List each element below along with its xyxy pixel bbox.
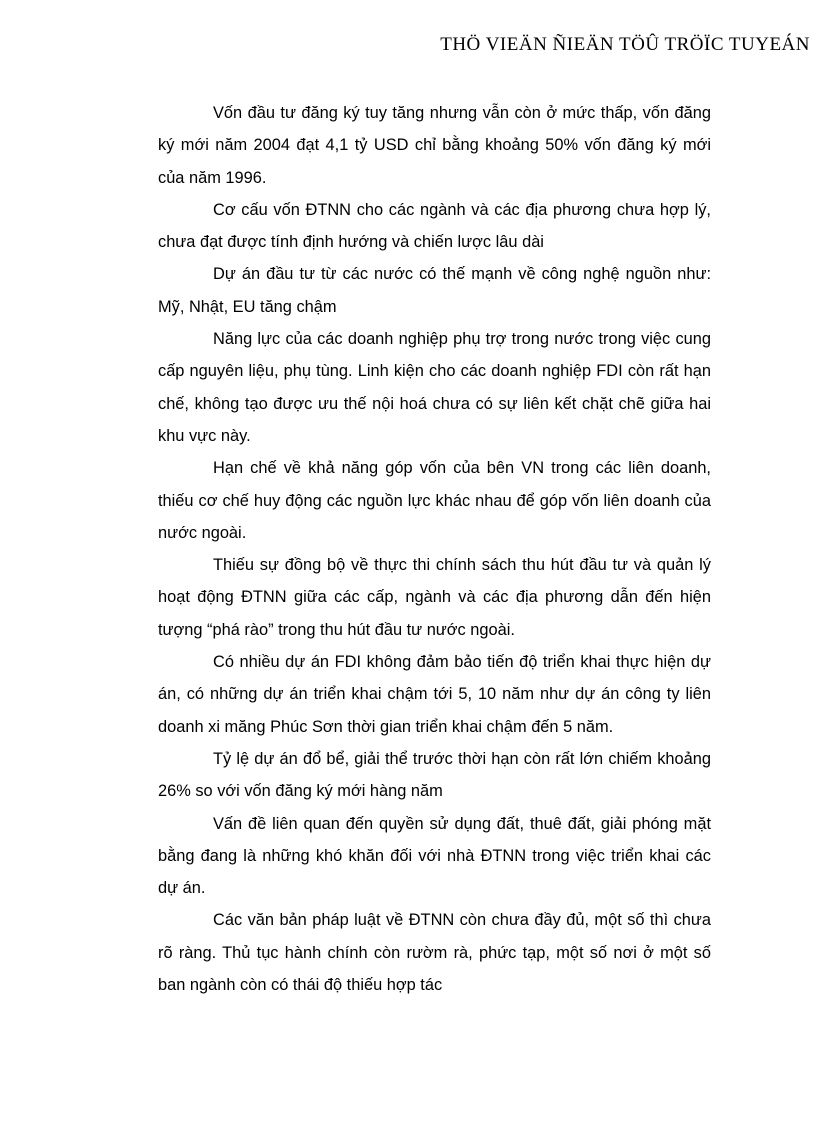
paragraph-land-use: Vấn đề liên quan đến quyền sử dụng đất, thuê đất, giải phóng mặt bằng đang là những khó khăn đối với nhà ĐTNN trong việc triển khai các dự án. [158, 814, 711, 898]
paragraph-dissolution-rate: Tỷ lệ dự án đổ bể, giải thể trước thời hạn còn rất lớn chiếm khoảng 26% so với vốn đăng ký mới hàng năm [158, 749, 711, 801]
paragraph-project-delays: Có nhiều dự án FDI không đảm bảo tiến độ triển khai thực hiện dự án, có những dự án triển khai chậm tới 5, 10 năm như dự án công ty liên doanh xi măng Phúc Sơn thời gian triển khai chậm đến 5 năm. [158, 653, 711, 736]
paragraph-policy-sync: Thiếu sự đồng bộ về thực thi chính sách thu hút đầu tư và quản lý hoạt động ĐTNN giữa các cấp, ngành và các địa phương dẫn đến hiện tượng “phá rào” trong thu hút đầu tư nước ngoài. [158, 556, 711, 639]
paragraph-technology-source: Dự án đầu tư từ các nước có thế mạnh về công nghệ nguồn như: Mỹ, Nhật, EU tăng chậm [158, 265, 711, 316]
paragraph-legal-documents: Các văn bản pháp luật về ĐTNN còn chưa đầy đủ, một số thì chưa rõ ràng. Thủ tục hành chính còn rườm rà, phức tạp, một số nơi ở một số ban ngành còn có thái độ thiếu hợp tác [158, 911, 711, 995]
page-header: THÖ VIEÄN ÑIEÄN TÖÛ TRÖÏC TUYEÁN [440, 34, 810, 55]
paragraph-capital-contribution: Hạn chế về khả năng góp vốn của bên VN trong các liên doanh, thiếu cơ chế huy động các nguồn lực khác nhau để góp vốn liên doanh của nước ngoài. [158, 459, 711, 542]
paragraph-supporting-industries: Năng lực của các doanh nghiệp phụ trợ trong nước trong việc cung cấp nguyên liệu, phụ tùng. Linh kiện cho các doanh nghiệp FDI còn rất hạn chế, không tạo được ưu thế nội hoá chưa có sự liên kết chặt chẽ giữa hai khu vực này. [158, 330, 711, 445]
paragraph-capital-structure: Cơ cấu vốn ĐTNN cho các ngành và các địa phương chưa hợp lý, chưa đạt được tính định hướng và chiến lược lâu dài [158, 200, 711, 252]
paragraph-registered-capital: Vốn đầu tư đăng ký tuy tăng nhưng vẫn còn ở mức thấp, vốn đăng ký mới năm 2004 đạt 4,1 tỷ USD chỉ bằng khoảng 50% vốn đăng ký mới của năm 1996. [158, 104, 711, 187]
document-body [158, 97, 711, 1001]
